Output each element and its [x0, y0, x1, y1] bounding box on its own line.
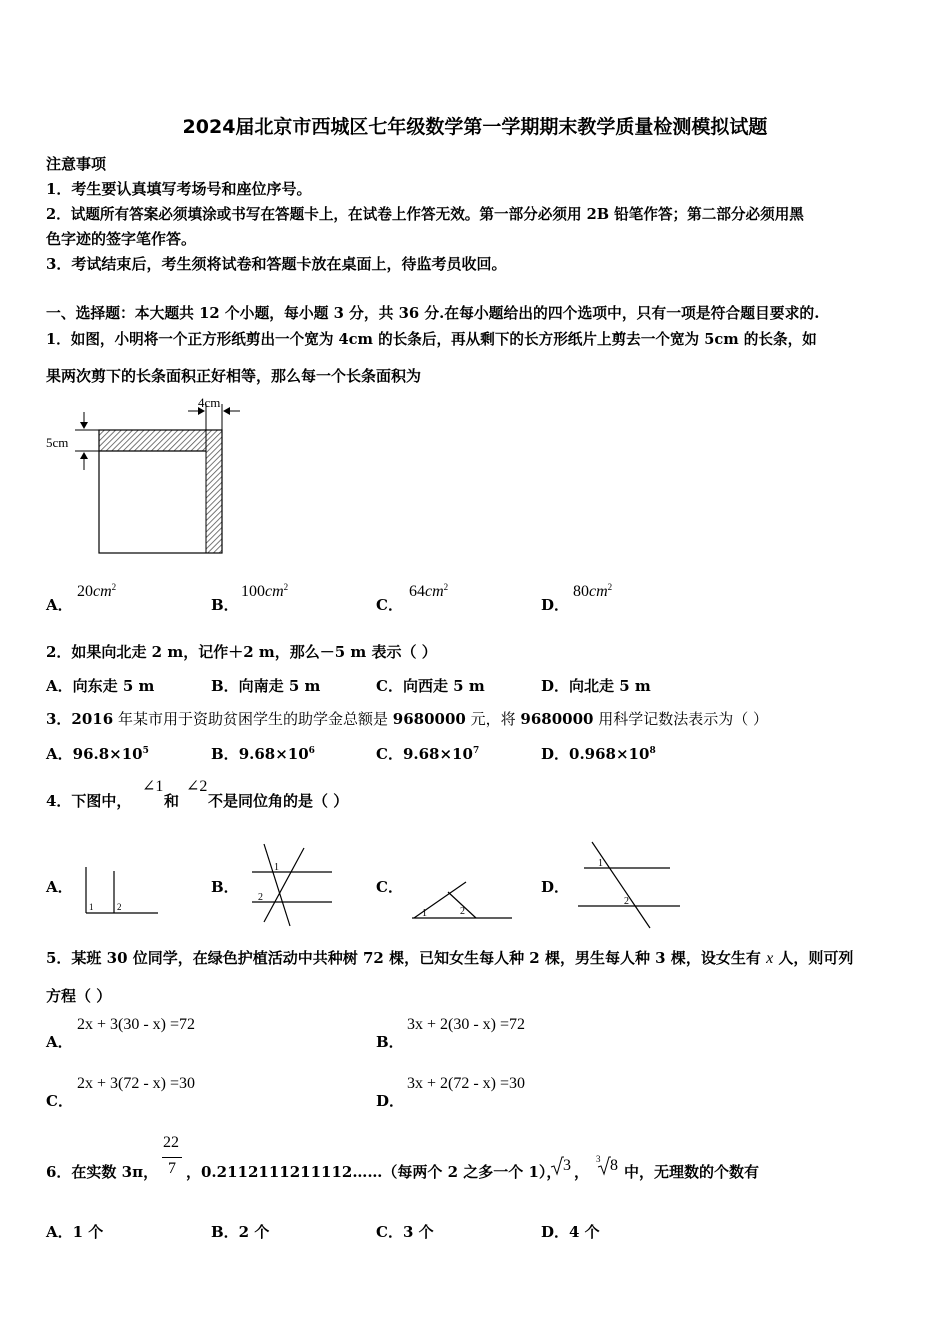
- q6-option-c[interactable]: C．3 个: [376, 1223, 434, 1241]
- q6-option-b[interactable]: B．2 个: [211, 1223, 270, 1241]
- q1-line-1: 1．如图，小明将一个正方形纸剪出一个宽为 4cm 的长条后，再从剩下的长方形纸片上剪去一个宽为 5cm 的长条，如: [46, 331, 817, 348]
- q4-stem-c: 不是同位角的是（ ）: [208, 792, 349, 810]
- notice-item-2b: 色字迹的签字笔作答。: [46, 230, 197, 248]
- q4-figure-c: [408, 876, 516, 922]
- q1-option-d-value: $80cm^2$: [573, 582, 613, 600]
- q2-stem: 2．如果向北走 2 m，记作＋2 m，那么－5 m 表示（ ）: [46, 643, 437, 661]
- q4-option-a-label[interactable]: A．: [46, 878, 73, 896]
- q5-option-b-label[interactable]: B．: [376, 1033, 404, 1051]
- q5-option-b-eq: 3x + 2(30 - x) =72: [407, 1016, 526, 1033]
- q6-fraction-bar: [162, 1157, 182, 1158]
- q6-sqrt-3: 3: [563, 1157, 571, 1174]
- fig-c-label-2: 2: [460, 906, 465, 917]
- q6-fraction-denominator: 7: [168, 1160, 176, 1177]
- notice-item-3: 3．考试结束后，考生须将试卷和答题卡放在桌面上，待监考员收回。: [46, 255, 507, 273]
- q4-option-c-label[interactable]: C．: [376, 878, 403, 896]
- q1-option-d-label[interactable]: D．: [541, 596, 570, 614]
- fig-a-label-2: 2: [117, 902, 122, 912]
- label-5cm: 5cm: [46, 435, 69, 450]
- q1-option-c-value: $64cm^2$: [409, 582, 449, 600]
- q1-option-b-label[interactable]: B．: [211, 596, 239, 614]
- q6-option-a[interactable]: A．1 个: [46, 1223, 104, 1241]
- q3-stem: 3．2016 年某市用于资助贫困学生的助学金总额是 9680000 元，将 9680000 用科学记数法表示为（ ）: [46, 710, 769, 728]
- q6-cbrt-8: 8: [610, 1157, 618, 1174]
- q4-figure-b: [244, 842, 336, 928]
- q5-option-c-label[interactable]: C．: [46, 1092, 73, 1110]
- q4-option-b-label[interactable]: B．: [211, 878, 239, 896]
- fig-d-label-1: 1: [598, 858, 603, 869]
- notice-item-1: 1．考生要认真填写考场号和座位序号。: [46, 180, 312, 198]
- fig-a-label-1: 1: [89, 902, 94, 912]
- q5-option-a-eq: 2x + 3(30 - x) =72: [77, 1016, 196, 1033]
- q1-option-c-label[interactable]: C．: [376, 596, 403, 614]
- q3-option-a[interactable]: A．$96.8\times 10^5$: [46, 745, 149, 763]
- q5-option-d-label[interactable]: D．: [376, 1092, 405, 1110]
- q2-option-a[interactable]: A．向东走 5 m: [46, 677, 155, 695]
- q1-line-2: 果两次剪下的长条面积正好相等，那么每一个长条面积为: [46, 367, 422, 385]
- notice-item-2a: 2．试题所有答案必须填涂或书写在答题卡上，在试卷上作答无效。第一部分必须用 2B 铅笔作答；第二部分必须用黑: [46, 206, 804, 223]
- q3-option-b[interactable]: B．$9.68\times 10^6$: [211, 745, 315, 763]
- q1-option-b-value: $100cm^2$: [241, 582, 289, 600]
- fig-b-label-2: 2: [258, 892, 263, 903]
- q6-comma: ，: [574, 1163, 590, 1181]
- q3-option-d[interactable]: D．$0.968\times 10^8$: [541, 745, 656, 763]
- q5-option-d-eq: 3x + 2(72 - x) =30: [407, 1075, 526, 1092]
- q4-angle-1: ∠1: [142, 778, 164, 795]
- q6-cbrt-sign: [597, 1156, 611, 1176]
- q6-stem-a: 6．在实数 3π，: [46, 1163, 159, 1181]
- q5-option-a-label[interactable]: A．: [46, 1033, 73, 1051]
- q6-cbrt-index: 3: [596, 1154, 601, 1164]
- q6-option-d[interactable]: D．4 个: [541, 1223, 600, 1241]
- q1-option-a-label[interactable]: A．: [46, 596, 73, 614]
- q4-figure-d: [574, 840, 686, 932]
- notice-heading: 注意事项: [46, 155, 107, 173]
- q4-stem-b: 和: [164, 792, 180, 810]
- q4-angle-2: ∠2: [186, 778, 208, 795]
- right-strip: [206, 430, 222, 553]
- page-title: 2024届北京市西城区七年级数学第一学期期末教学质量检测模拟试题: [182, 116, 768, 138]
- q6-sqrt-sign: [550, 1156, 564, 1176]
- label-4cm: 4cm: [198, 395, 221, 410]
- q2-option-b[interactable]: B．向南走 5 m: [211, 677, 321, 695]
- section-heading: 一、选择题：本大题共 12 个小题，每小题 3 分，共 36 分.在每小题给出的四个选项中，只有一项是符合题目要求的.: [46, 305, 820, 322]
- q4-stem-a: 4．下图中，: [46, 792, 132, 810]
- fig-b-label-1: 1: [274, 862, 279, 873]
- q2-option-c[interactable]: C．向西走 5 m: [376, 677, 485, 695]
- fig-c-label-1: 1: [422, 908, 427, 919]
- q6-stem-b: ，0.2112111211112……（每两个 2 之多一个 1），: [186, 1163, 562, 1181]
- q2-option-d[interactable]: D．向北走 5 m: [541, 677, 651, 695]
- q5-line-1: 5．某班 30 位同学，在绿色护植活动中共种树 72 棵，已知女生每人种 2 棵，男生每人种 3 棵，设女生有 x 人，则可列: [46, 949, 854, 967]
- fig-d-label-2: 2: [624, 896, 629, 907]
- q6-stem-c: 中，无理数的个数有: [624, 1163, 760, 1181]
- q5-line-2: 方程（ ）: [46, 987, 112, 1005]
- q1-figure: [40, 392, 260, 562]
- q3-option-c[interactable]: C．$9.68\times 10^7$: [376, 745, 480, 763]
- q4-figure-a: [80, 865, 162, 917]
- top-strip: [99, 430, 206, 451]
- q5-option-c-eq: 2x + 3(72 - x) =30: [77, 1075, 196, 1092]
- q1-option-a-value: $20cm^2$: [77, 582, 117, 600]
- q6-fraction-numerator: 22: [163, 1134, 179, 1151]
- q4-option-d-label[interactable]: D．: [541, 878, 570, 896]
